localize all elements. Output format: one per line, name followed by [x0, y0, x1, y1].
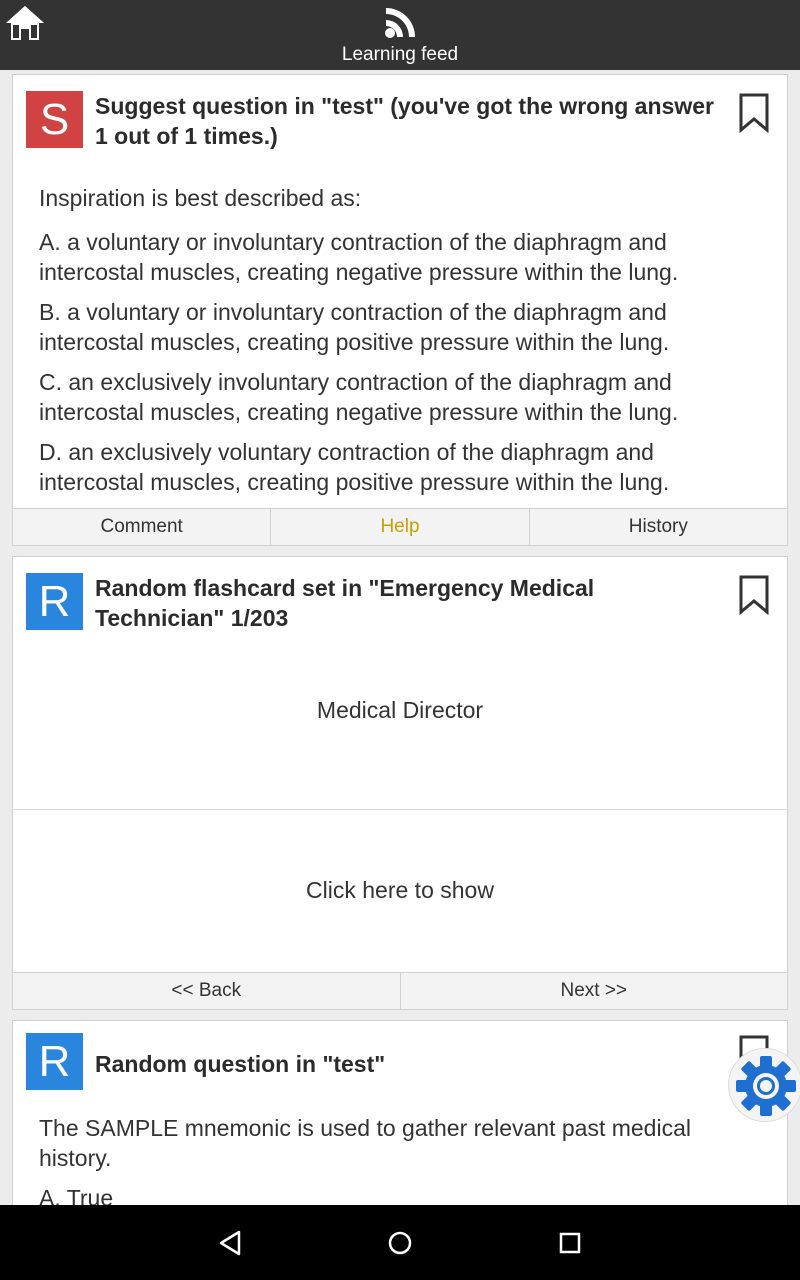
back-button[interactable]: << Back	[171, 980, 242, 1001]
card-title: Random question in "test"	[95, 1051, 386, 1077]
circle-home-icon[interactable]	[384, 1227, 416, 1259]
suggest-question-card	[12, 74, 788, 546]
gear-icon[interactable]	[728, 1048, 800, 1122]
card-type-badge: R	[26, 573, 83, 630]
card-header	[13, 557, 787, 633]
home-icon[interactable]	[4, 4, 46, 42]
show-answer-button[interactable]: Click here to show	[306, 877, 494, 903]
card-title: Suggest question in "test" (you've got the wrong answer 1 out of 1 times.)	[95, 93, 714, 149]
question-body	[13, 183, 787, 497]
help-button[interactable]: Help	[270, 509, 528, 545]
page-title: Learning feed	[341, 44, 459, 65]
answer-option-a[interactable]: A. a voluntary or involuntary contraction of the diaphragm and intercostal muscles, creating negative pressure within the lung.	[39, 229, 679, 285]
question-body	[13, 1113, 787, 1205]
square-recents-icon[interactable]	[554, 1227, 586, 1259]
question-stem: The SAMPLE mnemonic is used to gather relevant past medical history.	[39, 1115, 691, 1171]
comment-button[interactable]: Comment	[100, 516, 183, 537]
top-bar	[0, 0, 800, 70]
rss-icon	[383, 4, 419, 40]
triangle-back-icon[interactable]	[214, 1227, 246, 1259]
flashcard-front: Medical Director	[316, 697, 484, 723]
learning-feed[interactable]	[0, 70, 800, 1205]
card-type-badge: S	[26, 91, 83, 148]
card-title: Random flashcard set in "Emergency Medical Technician" 1/203	[95, 575, 595, 631]
history-button[interactable]: History	[529, 509, 787, 545]
bookmark-icon[interactable]	[738, 575, 770, 615]
card-type-badge: R	[26, 1033, 83, 1090]
flashcard-nav	[13, 972, 787, 1009]
answer-option-a[interactable]: A. True	[39, 1185, 114, 1205]
bookmark-icon[interactable]	[738, 93, 770, 133]
question-stem: Inspiration is best described as:	[39, 185, 362, 211]
card-header	[13, 1021, 787, 1095]
random-question-card	[12, 1020, 788, 1205]
system-nav-bar	[0, 1205, 800, 1280]
card-actions	[13, 508, 787, 545]
next-button[interactable]: Next >>	[400, 973, 788, 1009]
answer-option-c[interactable]: C. an exclusively involuntary contraction of the diaphragm and intercostal muscles, creating negative pressure within the lung.	[39, 369, 679, 425]
divider	[13, 809, 787, 810]
card-header	[13, 75, 787, 151]
flashcard-card	[12, 556, 788, 1010]
answer-option-d[interactable]: D. an exclusively voluntary contraction of the diaphragm and intercostal muscles, creating positive pressure within the lung.	[39, 439, 670, 495]
answer-option-b[interactable]: B. a voluntary or involuntary contraction of the diaphragm and intercostal muscles, creating positive pressure within the lung.	[39, 299, 670, 355]
